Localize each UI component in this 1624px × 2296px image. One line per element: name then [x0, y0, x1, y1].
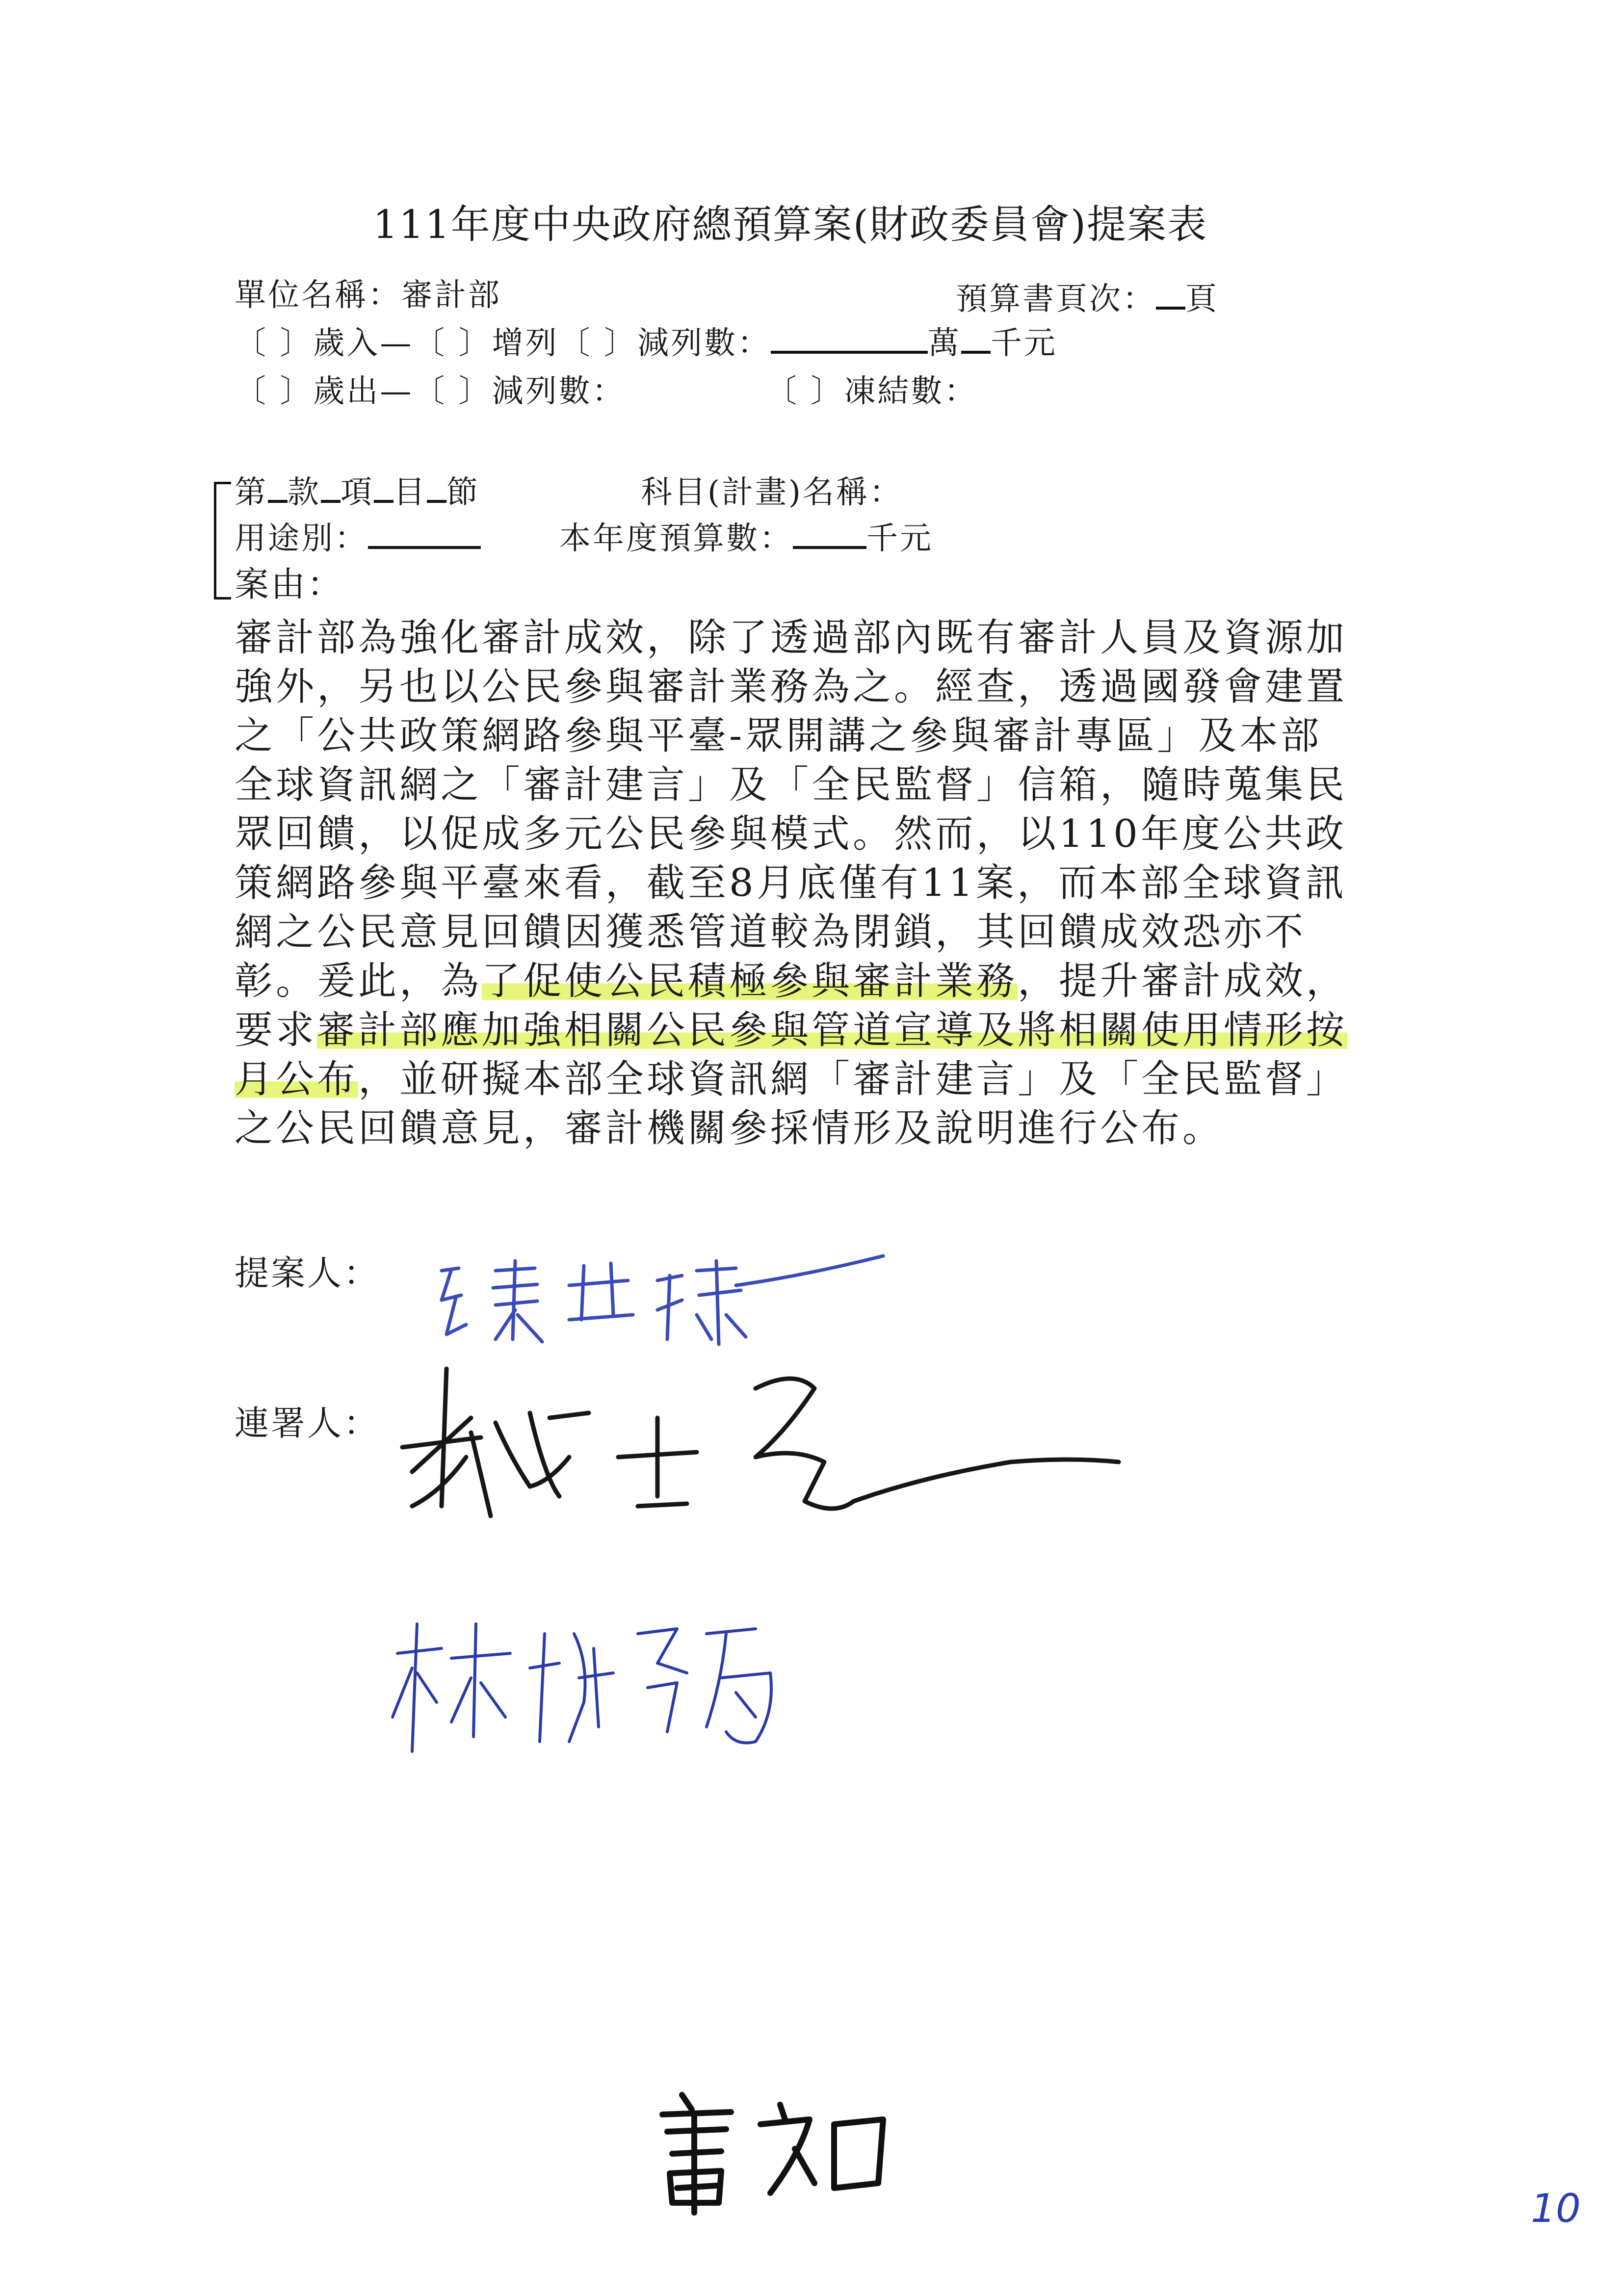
revenue-label: 〔 〕歲入—〔 〕增列〔 〕減列數： — [235, 325, 771, 362]
cosigner-signature-2 — [383, 1604, 824, 1766]
section-jie: 節 — [446, 474, 480, 511]
section-xiang: 項 — [341, 474, 374, 511]
case-body-line — [235, 613, 1437, 662]
blank-3 — [374, 495, 393, 503]
case-body-line — [235, 711, 1437, 760]
footer-stamp-handwriting — [648, 2085, 922, 2222]
highlighted-text: 月公布 — [235, 1057, 359, 1101]
unit-name: 單位名稱：審計部 — [235, 277, 501, 313]
body-text: 策網路參與平臺來看，截至8月底僅有11案，而本部全球資訊 — [235, 861, 1347, 905]
purpose-blank — [368, 541, 481, 549]
purpose-line — [235, 521, 481, 557]
revenue-blank-2 — [961, 346, 991, 354]
expense-line: 〔 〕歲出—〔 〕減列數： — [235, 373, 626, 410]
body-text: 之「公共政策網路參與平臺-眾開講之參與審計專區」及本部 — [235, 714, 1322, 758]
budget-blank — [793, 541, 866, 549]
case-body-line — [235, 662, 1437, 711]
proposer-label: 提案人： — [235, 1253, 380, 1293]
freeze-line: 〔 〕凍結數： — [765, 373, 978, 410]
budget-page-ref-label: 預算書頁次： — [956, 281, 1156, 317]
highlighted-text: 審計部應加強相關公民參與管道宣導及將相關使用情形按 — [317, 1008, 1348, 1052]
case-body — [235, 613, 1437, 1153]
revenue-blank — [771, 346, 928, 354]
case-body-line — [235, 908, 1437, 957]
body-text: 網之公民意見回饋因獲悉管道較為閉鎖，其回饋成效恐亦不 — [235, 910, 1307, 954]
body-text: ，並研擬本部全球資訊網「審計建言」及「全民監督」 — [358, 1057, 1348, 1101]
section-mu: 目 — [393, 474, 427, 511]
budget-page-ref — [956, 281, 1219, 317]
body-text: 眾回饋，以促成多元公民參與模式。然而，以110年度公共政 — [235, 812, 1347, 856]
budget-unit: 千元 — [866, 521, 933, 557]
case-label: 案由： — [235, 564, 343, 604]
case-body-line — [235, 1006, 1437, 1055]
budget-label: 本年度預算數： — [559, 521, 793, 557]
case-body-line — [235, 1104, 1437, 1153]
proposer-signature — [422, 1241, 893, 1359]
form-title: 111年度中央政府總預算案(財政委員會)提案表 — [373, 202, 1208, 247]
case-body-line — [235, 760, 1437, 809]
body-text: 強外，另也以公民參與審計業務為之。經查，透過國發會建置 — [235, 665, 1348, 709]
purpose-label: 用途別： — [235, 521, 368, 557]
body-text: 審計部為強化審計成效，除了透過部內既有審計人員及資源加 — [235, 616, 1348, 660]
left-bracket — [214, 482, 231, 600]
revenue-unit: 千元 — [991, 325, 1058, 362]
blank-2 — [321, 495, 341, 503]
body-text: ，提升審計成效， — [1018, 959, 1348, 1003]
subject-name: 科目(計畫)名稱： — [641, 474, 903, 511]
body-text: 之公民回饋意見，審計機關參採情形及說明進行公布。 — [235, 1106, 1224, 1150]
blank-4 — [427, 495, 446, 503]
budget-line — [559, 521, 933, 557]
case-body-line — [235, 957, 1437, 1006]
case-body-line — [235, 859, 1437, 908]
blank-1 — [268, 495, 288, 503]
section-line — [235, 474, 480, 511]
body-text: 全球資訊網之「審計建言」及「全民監督」信箱，隨時蒐集民 — [235, 763, 1348, 807]
body-text: 彰。爰此，為 — [235, 959, 482, 1003]
section-kuan-prefix: 第 — [235, 474, 268, 511]
cosigner-signature-1 — [383, 1359, 1128, 1585]
page-blank — [1156, 302, 1185, 310]
case-body-line — [235, 809, 1437, 859]
page-unit: 頁 — [1185, 281, 1219, 317]
cosigner-label: 連署人： — [235, 1403, 380, 1443]
revenue-wan: 萬 — [928, 325, 962, 362]
body-text: 要求 — [235, 1008, 317, 1052]
case-body-line — [235, 1055, 1437, 1104]
highlighted-text: 了促使公民積極參與審計業務 — [482, 959, 1018, 1003]
revenue-line — [235, 325, 1058, 362]
section-kuan: 款 — [288, 474, 321, 511]
page-number: 10 — [1531, 2186, 1581, 2231]
